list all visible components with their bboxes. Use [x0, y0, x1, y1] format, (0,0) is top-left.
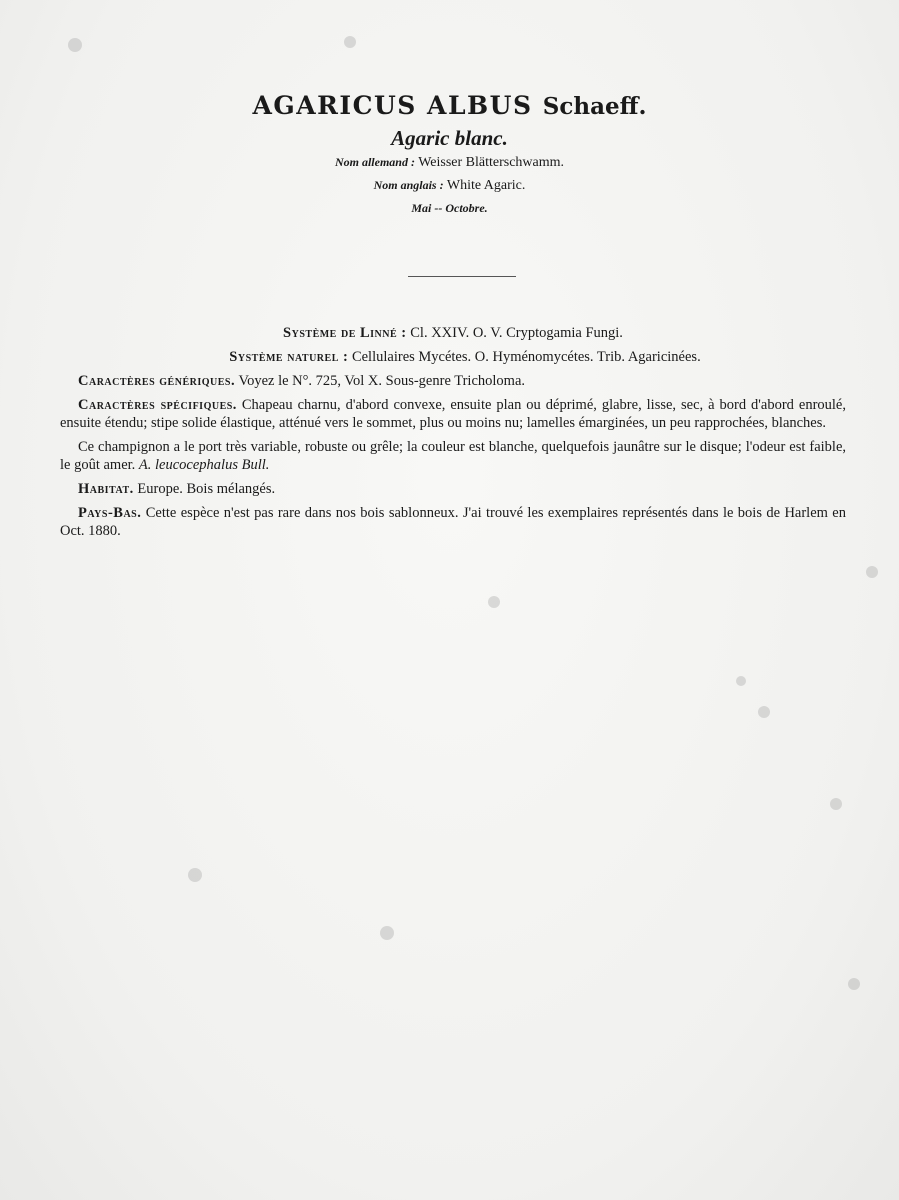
- habitat-paragraph: [60, 480, 846, 498]
- page-header: [0, 90, 899, 219]
- paper-speck: [758, 706, 770, 718]
- species-title: [0, 90, 899, 123]
- species-author: Schaeff.: [542, 93, 647, 120]
- paper-speck: [380, 926, 394, 940]
- specific-characters: [60, 396, 846, 432]
- natural-system-line: [60, 348, 846, 366]
- german-name-line: [0, 151, 899, 174]
- english-name-label: Nom anglais :: [373, 178, 444, 192]
- generic-characters-label: Caractères génériques.: [78, 373, 236, 389]
- linne-system-label: Système de Linné :: [283, 325, 407, 341]
- paper-speck: [848, 978, 860, 990]
- generic-characters-text: Voyez le N°. 725, Vol X. Sous-genre Tricholoma.: [238, 373, 525, 389]
- section-divider: [408, 276, 516, 277]
- description-body: [60, 324, 846, 546]
- paper-speck: [736, 676, 746, 686]
- paper-speck: [188, 868, 202, 882]
- season-months: Mai -- Octobre.: [411, 201, 488, 215]
- netherlands-paragraph: [60, 504, 846, 540]
- habitat-label: Habitat.: [78, 481, 134, 497]
- paper-speck: [866, 566, 878, 578]
- german-name-label: Nom allemand :: [334, 155, 415, 169]
- english-name-line: [0, 174, 899, 197]
- habit-text: Ce champignon a le port très variable, robuste ou grêle; la couleur est blanche, quelquefois jaunâtre sur le disque; l'odeur est faible, le goût amer.: [60, 439, 846, 473]
- linne-system-line: [60, 324, 846, 342]
- generic-characters: [60, 372, 846, 390]
- netherlands-text: Cette espèce n'est pas rare dans nos bois sablonneux. J'ai trouvé les exemplaires représentés dans le bois de Harlem en Oct. 1880.: [60, 505, 846, 539]
- english-name: White Agaric.: [446, 178, 526, 193]
- netherlands-label: Pays-Bas.: [78, 505, 142, 521]
- paper-speck: [344, 36, 356, 48]
- german-name: Weisser Blätterschwamm.: [418, 155, 565, 170]
- species-name: AGARICUS ALBUS: [252, 91, 533, 120]
- paper-speck: [488, 596, 500, 608]
- natural-system-label: Système naturel :: [229, 349, 349, 365]
- synonym: A. leucocephalus Bull.: [138, 457, 270, 473]
- specific-characters-text: Chapeau charnu, d'abord convexe, ensuite plan ou déprimé, glabre, lisse, sec, à bord d'abord enroulé, ensuite étendu; stipe solide élastique, atténué vers le sommet, plus ou moins nu; lamelles émarginées, un peu rapprochées, blanches.: [60, 397, 846, 431]
- linne-system-text: Cl. XXIV. O. V. Cryptogamia Fungi.: [410, 325, 623, 341]
- natural-system-text: Cellulaires Mycétes. O. Hyménomycétes. Trib. Agaricinées.: [351, 349, 701, 365]
- paper-speck: [68, 38, 82, 52]
- french-name: Agaric blanc.: [391, 126, 508, 150]
- habit-paragraph: [60, 438, 846, 474]
- habitat-text: Europe. Bois mélangés.: [137, 481, 276, 497]
- specific-characters-label: Caractères spécifiques.: [78, 397, 237, 413]
- paper-speck: [830, 798, 842, 810]
